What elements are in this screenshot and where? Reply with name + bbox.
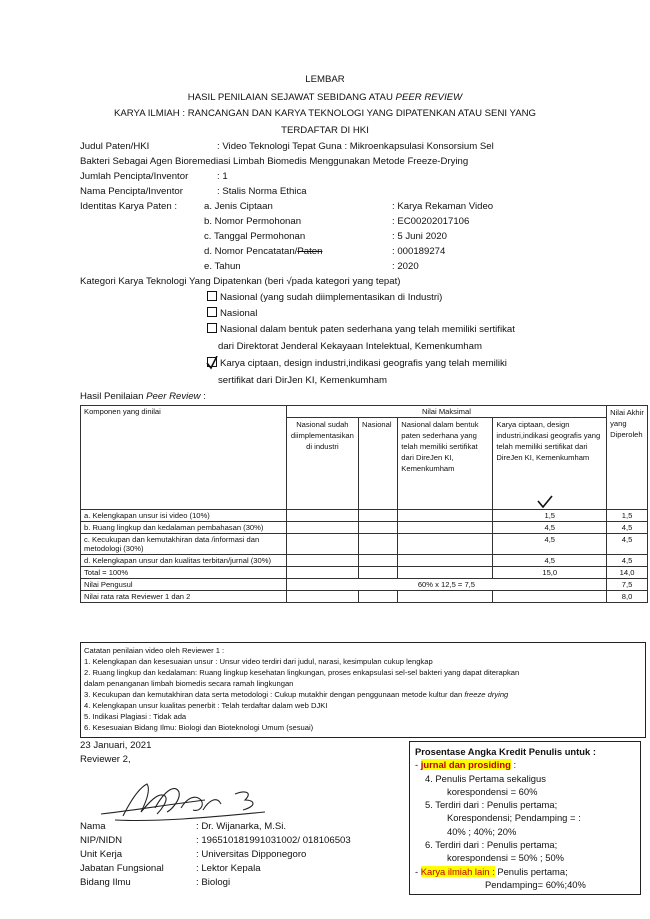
- kategori-option-3[interactable]: [207, 323, 515, 337]
- title-line-2-text: HASIL PENILAIAN SEJAWAT SEBIDANG ATAU: [187, 92, 396, 103]
- sign-nip-value: : 196510181991031002/ 0181065​03: [196, 835, 351, 846]
- row-max: 1,5: [493, 510, 607, 522]
- header-nilai-maksimal: Nilai Maksimal: [286, 406, 606, 418]
- pengusul-label: Nilai Pengusul: [81, 579, 287, 591]
- nama-value: : Stalis Norma Ethica: [217, 186, 307, 197]
- judul-label: Judul Paten/HKI: [80, 141, 150, 152]
- table-row: [81, 522, 648, 534]
- row-akhir: 1,5: [607, 510, 648, 522]
- sign-unit-value: : Universitas Dipponegoro: [196, 849, 307, 860]
- identitas-d-value: : 000189274: [392, 246, 446, 257]
- prosentase-lain: [415, 865, 635, 878]
- total-akhir: 14,0: [607, 567, 648, 579]
- kategori-option-4[interactable]: [207, 357, 507, 371]
- rata-akhir: 8,0: [607, 591, 648, 603]
- prosentase-jurnal: [415, 758, 635, 771]
- pengusul-akhir: 7,5: [607, 579, 648, 591]
- header-col-karya-ciptaan: [493, 418, 607, 510]
- identitas-a-label: a. Jenis Ciptaan: [204, 201, 273, 212]
- identitas-b-value: : EC00202017106: [392, 216, 470, 227]
- prosentase-item-5-line-3: 40% ; 40%; 20%: [447, 825, 517, 837]
- kategori-option-2-label: Nasional: [220, 308, 258, 319]
- sign-bidang-label: Bidang Ilmu: [80, 877, 131, 888]
- title-line-4: TERDAFTAR DI HKI: [281, 125, 369, 136]
- row-label: a. Kelengkapan unsur isi video (10%): [81, 510, 287, 522]
- prosentase-jurnal-highlight: jurnal dan prosiding: [420, 759, 511, 771]
- catatan-item: 2. Ruang lingkup dan kedalaman: Ruang lingkup kesehatan lingkungan, proses enkapsulasi sel-sel bakteri yang dapat diterapkan: [84, 668, 520, 677]
- checkbox-empty-icon[interactable]: [207, 323, 217, 333]
- kategori-heading: Kategori Karya Teknologi Yang Dipatenkan (beri √pada kategori yang tepat): [80, 276, 401, 287]
- identitas-e-value: : 2020: [392, 261, 419, 272]
- hasil-heading: [80, 390, 206, 404]
- header-col-nasional-industri: Nasional sudah diimplementasikan di industri: [286, 418, 358, 510]
- row-label: d. Kelengkapan unsur dan kualitas terbitan/jurnal (30%): [81, 555, 287, 567]
- hasil-heading-italic: Peer Review: [146, 391, 201, 402]
- catatan-heading: Catatan penilaian video oleh Reviewer 1 :: [84, 646, 225, 655]
- prosentase-box: [409, 741, 641, 895]
- rata-label: Nilai rata rata Reviewer 1 dan 2: [81, 591, 287, 603]
- checkbox-checked-icon[interactable]: [207, 357, 217, 367]
- row-label: c. Kecukupan dan kemutakhiran data /informasi dan metodologi (30%): [81, 534, 287, 555]
- jumlah-value: : 1: [217, 171, 228, 182]
- hasil-heading-colon: :: [200, 391, 206, 402]
- judul-value-2: Bakteri Sebagai Agen Bioremediasi Limbah Biomedis Menggunakan Metode Freeze-Drying: [80, 156, 469, 167]
- penilaian-table: [80, 405, 648, 603]
- identitas-c-label: c. Tanggal Permohonan: [204, 231, 306, 242]
- catatan-item: 1. Kelengkapan dan kesesuaian unsur : Unsur video terdiri dari judul, narasi, kesimpulan cukup lengkap: [84, 657, 433, 666]
- table-total-row: [81, 567, 648, 579]
- sign-bidang-value: : Biologi: [196, 877, 231, 888]
- sign-nip-label: NIP/NIDN: [80, 835, 123, 846]
- kategori-option-1[interactable]: [207, 291, 442, 305]
- pengusul-calc: 60% x 12,5 = 7,5: [286, 579, 606, 591]
- catatan-item-3-text: 3. Kecukupan dan kemutakhiran data serta metodologi : Cukup mutakhir dengan penggunaan metode kultur dan: [84, 690, 465, 699]
- prosentase-item-6: 6. Terdiri dari : Penulis pertama;: [425, 839, 558, 851]
- prosentase-item-6-line-2: korespondensi = 50% ; 50%: [447, 852, 565, 864]
- catatan-item: [84, 689, 642, 700]
- identitas-c-value: : 5 Juni 2020: [392, 231, 447, 242]
- catatan-item: 5. Indikasi Plagiasi : Tidak ada: [84, 712, 187, 721]
- row-max: 4,5: [493, 522, 607, 534]
- table-rata-row: [81, 591, 648, 603]
- nama-label: Nama Pencipta/Inventor: [80, 186, 183, 197]
- table-row: [81, 534, 648, 555]
- prosentase-lain-line-2: Pendamping= 60%;40%: [485, 878, 586, 890]
- identitas-b-label: b. Nomor Permohonan: [204, 216, 302, 227]
- row-label: b. Ruang lingkup dan kedalaman pembahasan (30%): [81, 522, 287, 534]
- table-row: [81, 510, 648, 522]
- identitas-d-label: [204, 245, 322, 259]
- prosentase-lain-rest: Penulis pertama;: [494, 865, 568, 877]
- table-row: [81, 555, 648, 567]
- header-col-karya-ciptaan-text: Karya ciptaan, design industri,indikasi geografis yang telah memiliki sertifikat dari DireJen KI, Kemenkumham: [496, 420, 601, 462]
- kategori-option-2[interactable]: [207, 307, 257, 321]
- title-line-2-italic: PEER REVIEW: [395, 92, 463, 103]
- title-line-1: LEMBAR: [305, 74, 345, 85]
- sign-jabatan-value: : Lektor Kepala: [196, 863, 261, 874]
- row-akhir: 4,5: [607, 522, 648, 534]
- catatan-box: [80, 642, 646, 738]
- catatan-item: 4. Kelengkapan unsur kualitas penerbit : Telah terdaftar dalam web DJKI: [84, 701, 328, 710]
- jumlah-label: Jumlah Pencipta/Inventor: [80, 171, 189, 182]
- checkmark-icon: [537, 495, 553, 509]
- prosentase-item-5: 5. Terdiri dari : Penulis pertama;: [425, 799, 558, 811]
- row-akhir: 4,5: [607, 555, 648, 567]
- sign-reviewer: Reviewer 2,: [80, 754, 131, 765]
- table-header-row: [81, 406, 648, 418]
- prosentase-item-4-line-2: korespondensi = 60%: [447, 785, 538, 797]
- kategori-option-3-line-2: dari Direktorat Jenderal Kekayaan Intelektual, Kemenkumham: [218, 341, 482, 352]
- header-col-nasional: Nasional: [359, 418, 398, 510]
- kategori-option-4-line-2: sertifikat dari DirJen KI, Kemenkumham: [218, 375, 388, 386]
- catatan-item: 6. Kesesuaian Bidang Ilmu: Biologi dan Bioteknologi Umum (sesuai): [84, 723, 314, 732]
- sign-nama-value: : Dr. Wijanarka, M.Si.: [196, 821, 287, 832]
- row-max: 4,5: [493, 555, 607, 567]
- prosentase-heading: Prosentase Angka Kredit Penulis untuk :: [415, 746, 596, 757]
- kategori-option-4-label: Karya ciptaan, design industri,indikasi geografis yang telah memiliki: [220, 358, 507, 369]
- sign-nama-label: Nama: [80, 821, 106, 832]
- prosentase-jurnal-dash: -: [415, 759, 421, 771]
- prosentase-item-4: 4. Penulis Pertama sekaligus: [425, 772, 546, 784]
- sign-jabatan-label: Jabatan Fungsional: [80, 863, 164, 874]
- total-max: 15,0: [493, 567, 607, 579]
- checkmark-icon: [205, 356, 219, 370]
- checkbox-empty-icon[interactable]: [207, 291, 217, 301]
- prosentase-lain-dash: -: [415, 865, 421, 877]
- title-line-2: [0, 92, 650, 103]
- checkbox-empty-icon[interactable]: [207, 307, 217, 317]
- kategori-option-3-label: Nasional dalam bentuk paten sederhana yang telah memiliki sertifikat: [220, 324, 515, 335]
- header-nilai-akhir: Nilai Akhir yang Diperoleh: [607, 406, 648, 510]
- identitas-a-value: : Karya Rekaman Video: [392, 201, 494, 212]
- identitas-e-label: e. Tahun: [204, 261, 241, 272]
- total-label: Total = 100%: [81, 567, 287, 579]
- prosentase-jurnal-colon: :: [510, 759, 517, 771]
- hasil-heading-text: Hasil Penilaian: [80, 391, 147, 402]
- catatan-item-3-italic: freeze drying: [464, 690, 509, 699]
- prosentase-item-5-line-2: Korespondensi; Pendamping = :: [447, 812, 581, 824]
- kategori-option-1-label: Nasional (yang sudah diimplementasikan di Industri): [220, 292, 443, 303]
- title-line-3: KARYA ILMIAH : RANCANGAN DAN KARYA TEKNOLOGI YANG DIPATENKAN ATAU SENI YANG: [113, 108, 537, 119]
- header-komponen: Komponen yang dinilai: [81, 406, 287, 510]
- table-pengusul-row: [81, 579, 648, 591]
- identitas-d-label-text: d. Nomor Pencatatan/: [204, 246, 298, 257]
- identitas-d-strike: Paten: [297, 246, 323, 257]
- judul-value-1: : Video Teknologi Tepat Guna : Mikroenkapsulasi Konsorsium Sel: [217, 141, 494, 152]
- row-max: 4,5: [493, 534, 607, 555]
- sign-unit-label: Unit Kerja: [80, 849, 123, 860]
- prosentase-lain-highlight: Karya ilmiah lain :: [420, 865, 495, 877]
- sign-date: 23 Januari, 2021: [80, 740, 152, 751]
- row-akhir: 4,5: [607, 534, 648, 555]
- identitas-label: Identitas Karya Paten :: [80, 201, 178, 212]
- catatan-item: dalam penanganan limbah biomedis secara ramah lingkungan: [84, 679, 294, 688]
- header-col-paten-sederhana: Nasional dalam bentuk paten sederhana yang telah memiliki sertifikat dari DireJen KI, Kemenkumham: [398, 418, 493, 510]
